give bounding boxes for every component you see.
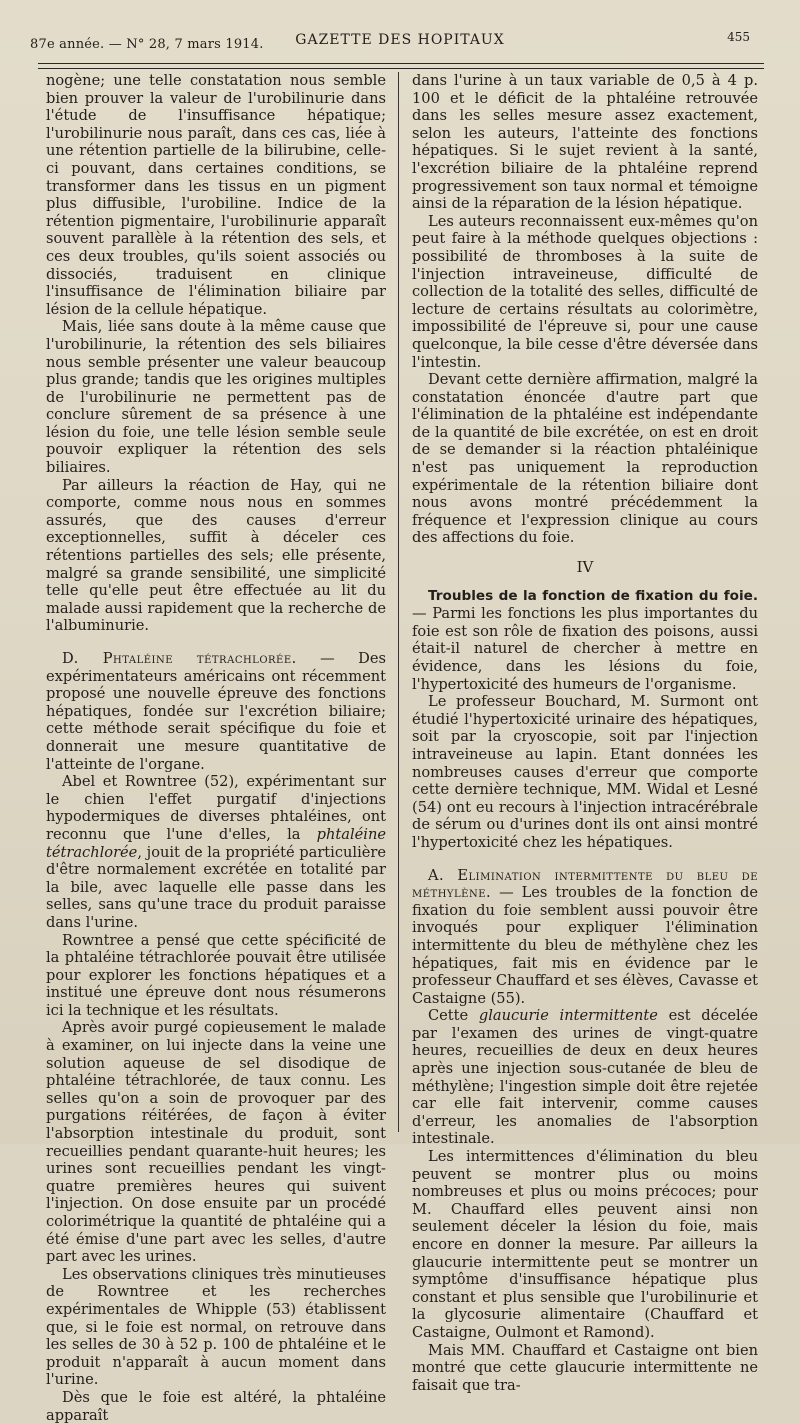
subsection-heading: A. Elimination intermittente du bleu de méthylène. (412, 866, 758, 902)
section-heading: Troubles de la fonction de fixation du foie. (428, 587, 758, 604)
paragraph: Dès que le foie est altéré, la phtaléine apparaît (46, 1388, 386, 1424)
paragraph-text: Abel et Rowntree (52), expérimentant sur le chien l'effet purgatif d'injections hypodermiques de diverses phtaléines, ont reconnu que l'une d'elles, la (46, 773, 386, 843)
paragraph (412, 1007, 758, 1148)
paragraph-text: — Des expérimentateurs américains ont récemment proposé une nouvelle épreuve des fonctions hépatiques, fondée sur l'excrétion biliaire; cette méthode serait spécifique du foie et donnerait une mesure quantitative de l'atteinte de l'organe. (46, 650, 386, 773)
column-divider (398, 72, 399, 1132)
paragraph: Rowntree a pensé que cette spécificité de la phtaléine tétrachlorée pouvait être utilisée pour explorer les fonctions hépatiques et a institué une épreuve dont nous résumerons ici la technique et les résultats. (46, 931, 386, 1019)
section-paragraph-phtaleine (46, 650, 386, 773)
paragraph-text: — Parmi les fonctions les plus importantes du foie est son rôle de fixation des poisons, aussi était-il naturel de chercher à mettre en évidence, dans les lésions du foie, l'hypertoxicité des humeurs de l'organisme. (412, 605, 758, 693)
section-paragraph-bleu (412, 867, 758, 1008)
left-column (46, 72, 386, 1424)
paragraph-text: est décelée par l'examen des urines de vingt-quatre heures, recueillies de deux en deux heures après une injection sous-cutanée de bleu de méthylène; l'ingestion simple doit être rejetée car elle fait intervenir, comme causes d'erreur, les anomalies de l'absorption intestinale. (412, 1007, 758, 1148)
page-number: 455 (727, 30, 750, 44)
paragraph: Par ailleurs la réaction de Hay, qui ne comporte, comme nous nous en sommes assurés, que des causes d'erreur exceptionnelles, suffit à déceler ces rétentions partielles des sels; elle présente, malgré sa grande sensibilité, une simplicité telle qu'elle peut être effectuée au lit du malade aussi rapidement que la recherche de l'albuminurie. (46, 476, 386, 635)
paragraph: Mais MM. Chauffard et Castaigne ont bien montré que cette glaucurie intermittente ne faisait que tra- (412, 1341, 758, 1394)
paragraph-text: — Les troubles de la fonction de fixation du foie semblent aussi pouvoir être invoqués pour expliquer l'élimination intermittente du bleu de méthylène chez les hépatiques, fait mis en évidence par le professeur Chauffard et ses élèves, Cavasse et Castaigne (55). (412, 884, 758, 1007)
header-rule-thin (38, 68, 764, 69)
paragraph: Devant cette dernière affirmation, malgré la constatation énoncée d'autre part que l'élimination de la phtaléine est indépendante de la quantité de bile excrétée, on est en droit de se demander si la réaction phtaléinique n'est pas uniquement la reproduction expérimentale de la rétention biliaire dont nous avons montré précédemment la fréquence et l'expression clinique au cours des affections du foie. (412, 371, 758, 547)
issue-line: 87e année. — N° 28, 7 mars 1914. (30, 37, 264, 52)
paragraph-text: Cette (428, 1007, 479, 1025)
paragraph: Les intermittences d'élimination du bleu peuvent se montrer plus ou moins nombreuses et plus ou moins précoces; pour M. Chauffard elles peuvent ainsi non seulement déceler la lésion du foie, mais encore en donner la mesure. Par ailleurs la glaucurie intermittente peut se montrer un symptôme d'insuffisance hépatique plus constant et plus sensible que l'urobilinurie et la glycosurie alimentaire (Chauffard et Castaigne, Oulmont et Ramond). (412, 1148, 758, 1341)
paragraph: dans l'urine à un taux variable de 0,5 à 4 p. 100 et le déficit de la phtaléine retrouvée dans les selles mesure assez exactement, selon les auteurs, l'atteinte des fonctions hépatiques. Si le sujet revient à la santé, l'excrétion biliaire de la phtaléine reprend progressivement son taux normal et témoigne ainsi de la réparation de la lésion hépatique. (412, 72, 758, 213)
paragraph: nogène; une telle constatation nous semble bien prouver la valeur de l'urobilinurie dans l'étude de l'insuffisance hépatique; l'urobilinurie nous paraît, dans ces cas, liée à une rétention partielle de la bilirubine, celle-ci pouvant, dans certaines conditions, se transformer dans les tissus en un pigment plus diffusible, l'urobiline. Indice de la rétention pigmentaire, l'urobilinurie apparaît souvent parallèle à la rétention des sels, et ces deux troubles, qu'ils soient associés ou dissociés, traduisent en clinique l'insuffisance de l'élimination biliaire par lésion de la cellule hépatique. (46, 72, 386, 318)
header-rule (38, 63, 764, 64)
journal-title: GAZETTE DES HOPITAUX (295, 32, 505, 48)
paragraph (46, 773, 386, 931)
subsection-heading: D. Phtaléine tétrachlorée. (62, 650, 297, 667)
right-column (412, 72, 758, 1394)
italic-term: phtaléine tétrachlorée (46, 825, 386, 861)
paragraph-text: , jouit de la propriété particulière d'être normalement excrétée en totalité par la bile, avec laquelle elle passe dans les selles, sans qu'une trace du produit paraisse dans l'urine. (46, 843, 386, 931)
paragraph: Après avoir purgé copieusement le malade à examiner, on lui injecte dans la veine une solution aqueuse de sel disodique de phtaléine tétrachlorée, de taux connu. Les selles qu'on a soin de provoquer par des purgations réitérées, de façon à éviter l'absorption intestinale du produit, sont recueillies pendant quarante-huit heures; les urines sont recueillies pendant les vingt-quatre premières heures qui suivent l'injection. On dose ensuite par un procédé colorimétrique la quantité de phtaléine qui a été émise d'une part avec les selles, d'autre part avec les urines. (46, 1019, 386, 1266)
paragraph: Mais, liée sans doute à la même cause que l'urobilinurie, la rétention des sels biliaires nous semble présenter une valeur beaucoup plus grande; tandis que les origines multiples de l'urobilinurie ne permettent pas de conclure sûrement de sa présence à une lésion du foie, une telle lésion semble seule pouvoir expliquer la rétention des sels biliaires. (46, 318, 386, 477)
paragraph: Les observations cliniques très minutieuses de Rowntree et les recherches expérimentales de Whipple (53) établissent que, si le foie est normal, on retrouve dans les selles de 30 à 52 p. 100 de phtaléine et le produit n'apparaît à aucun moment dans l'urine. (46, 1265, 386, 1389)
section-number: IV (576, 558, 594, 577)
italic-term: glaucurie intermittente (478, 1007, 658, 1025)
paragraph: Le professeur Bouchard, M. Surmont ont étudié l'hypertoxicité urinaire des hépatiques, soit par la cryoscopie, soit par l'injection intraveineuse au lapin. Etant données les nombreuses causes d'erreur que comporte cette dernière technique, MM. Widal et Lesné (54) ont eu recours à l'injection intracérébrale de sérum ou d'urines dont ils ont ainsi montré l'hypertoxicité chez les hépatiques. (412, 693, 758, 851)
section-paragraph-fixation (412, 587, 758, 694)
paragraph: Les auteurs reconnaissent eux-mêmes qu'on peut faire à la méthode quelques objections : possibilité de thromboses à la suite de l'injection intraveineuse, difficulté de collection de la totalité des selles, difficulté de lecture de certains résultats au colorimètre, impossibilité de l'épreuve si, pour une cause quelconque, la bile cesse d'être déversée dans l'intestin. (412, 212, 758, 371)
